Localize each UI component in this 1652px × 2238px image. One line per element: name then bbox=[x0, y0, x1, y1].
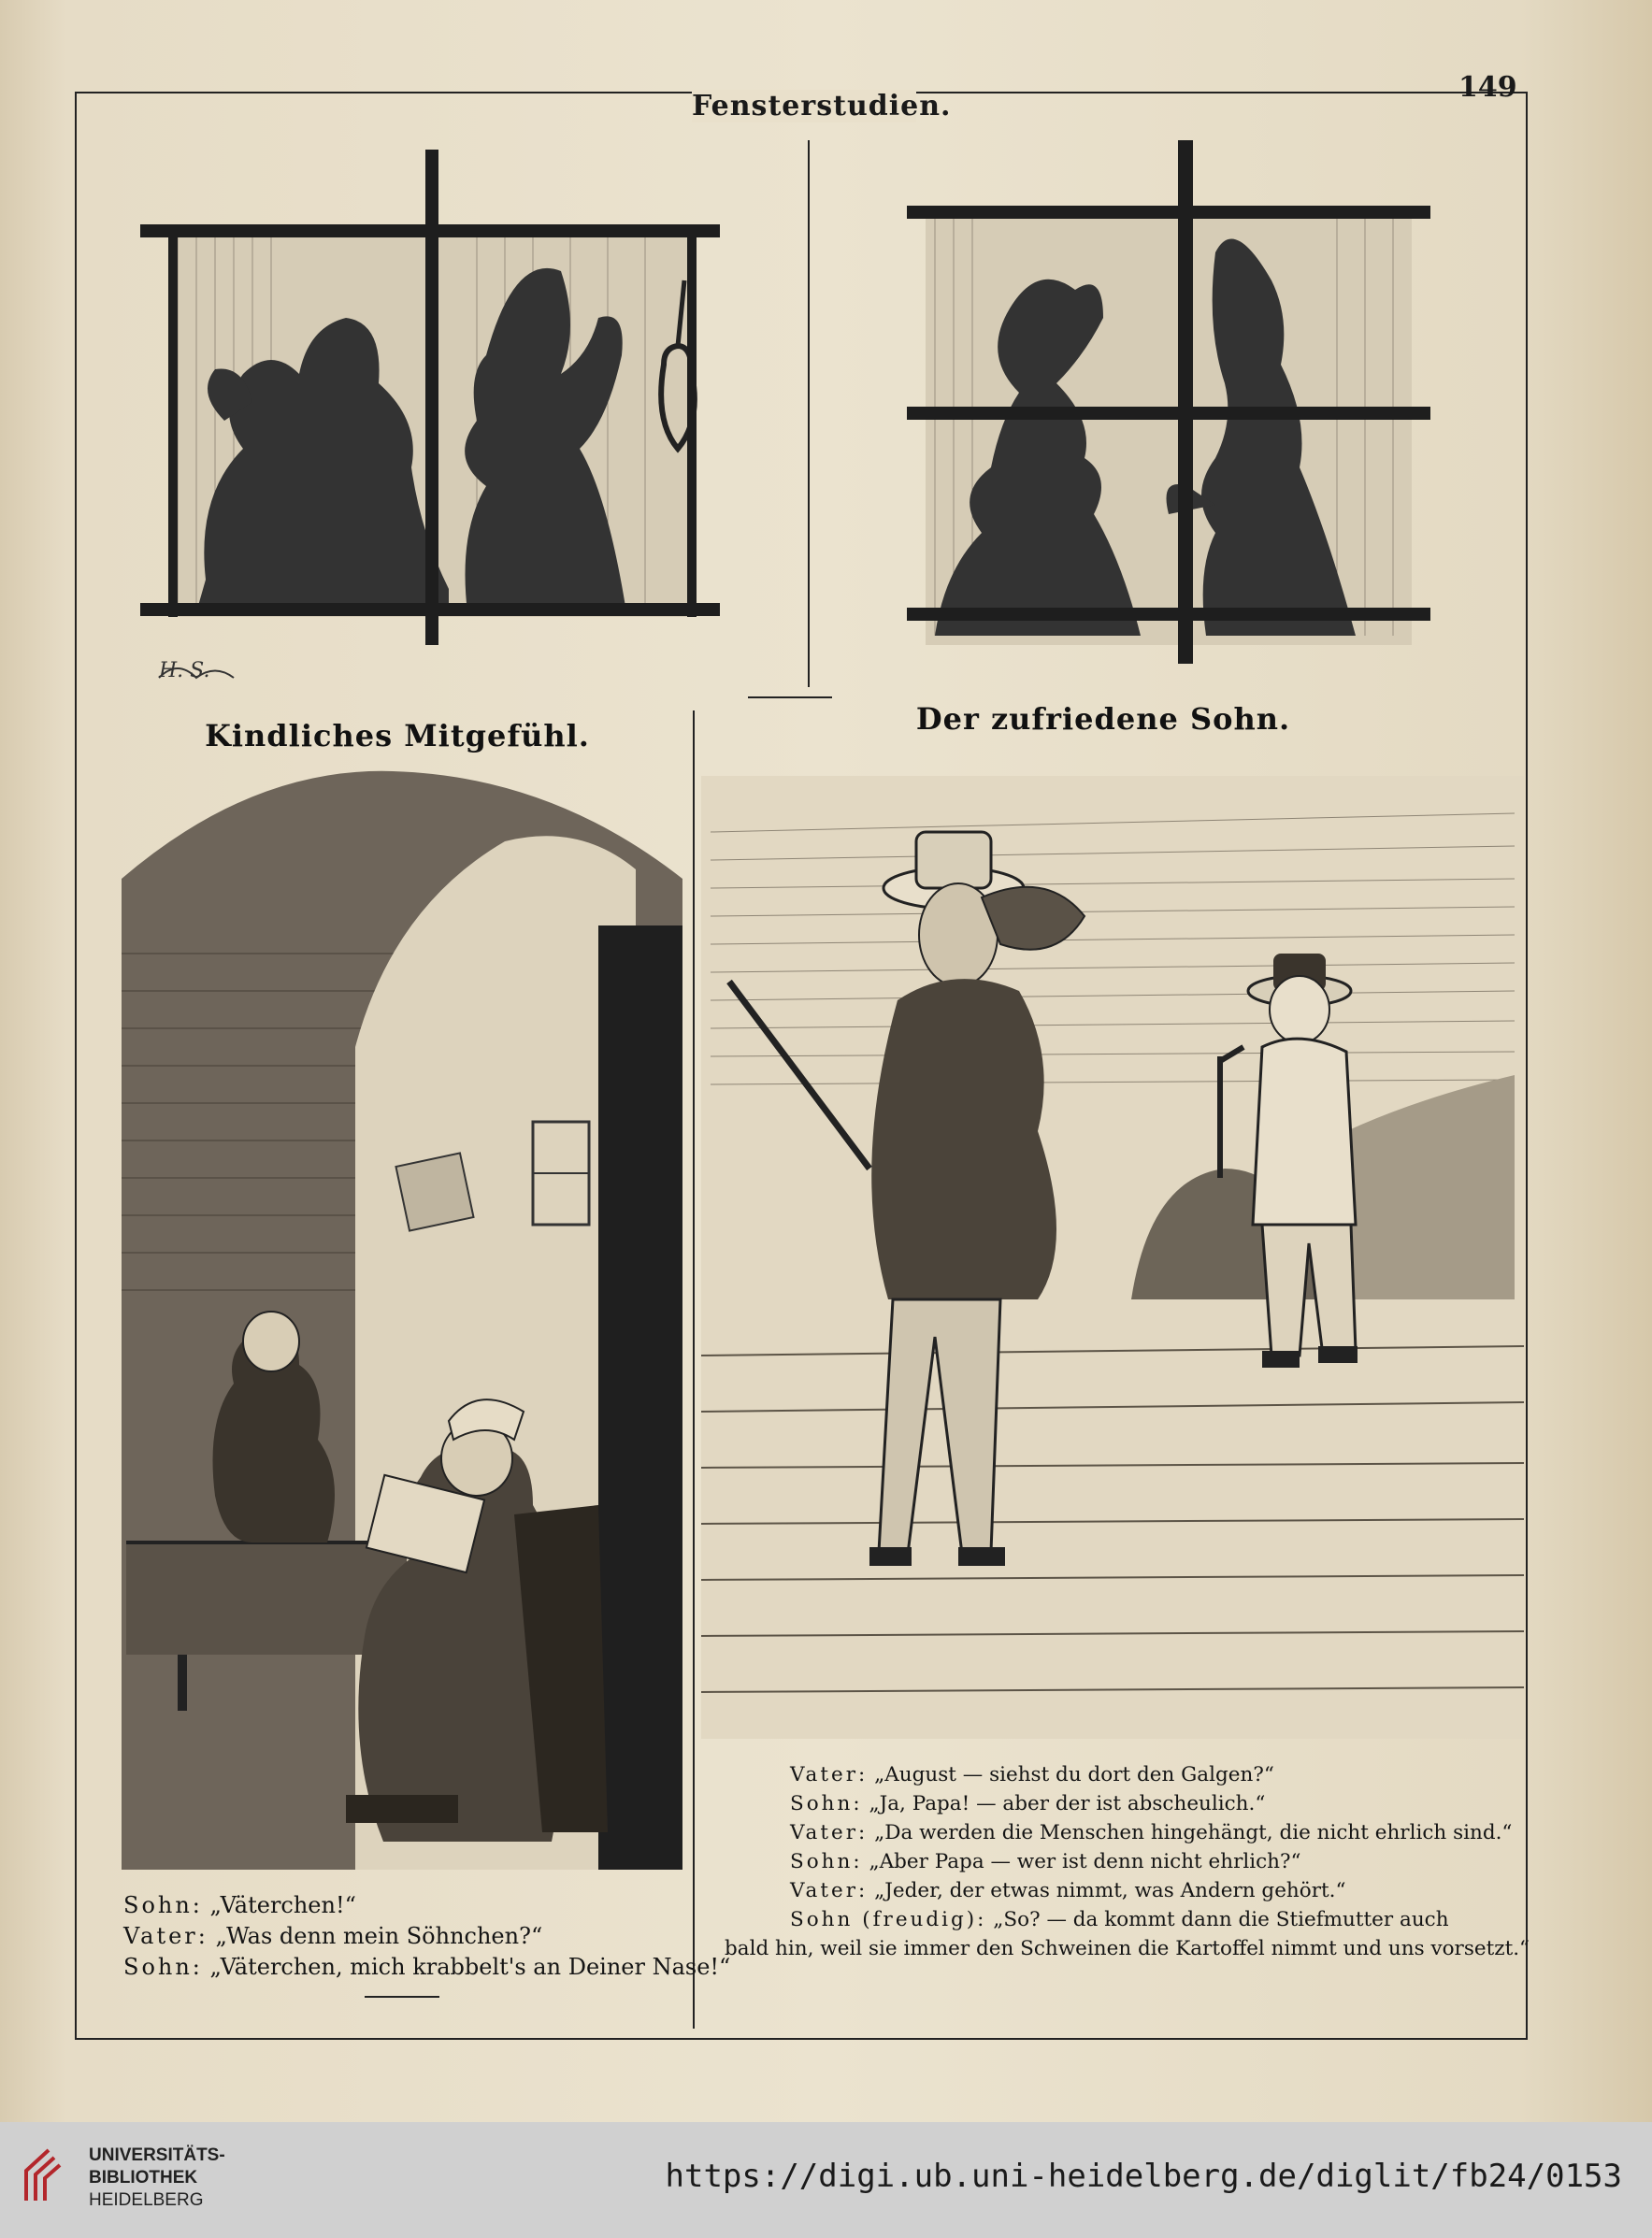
speaker: Sohn: bbox=[790, 1850, 863, 1873]
speech: „Was denn mein Söhnchen?“ bbox=[215, 1923, 543, 1949]
speaker: Vater: bbox=[790, 1821, 869, 1844]
window-silhouette-illustration-right bbox=[907, 140, 1430, 664]
speech: „Väterchen, mich krabbelt's an Deiner Nase!“ bbox=[209, 1954, 731, 1980]
speech: bald hin, weil sie immer den Schweinen die Kartoffel nimmt und uns vorsetzt.“ bbox=[725, 1937, 1530, 1960]
speaker: Vater: bbox=[790, 1879, 869, 1902]
signature-text: H. S. bbox=[159, 659, 210, 682]
dialogue-line bbox=[123, 1952, 731, 1983]
speech: „August — siehst du dort den Galgen?“ bbox=[874, 1763, 1274, 1786]
reverse-side-bleedthrough bbox=[1533, 804, 1540, 833]
father-and-son-gallows-illustration bbox=[701, 776, 1524, 1739]
logo-line-2: BIBLIOTHEK bbox=[89, 2168, 198, 2188]
page-title: Fensterstudien. bbox=[692, 90, 952, 122]
dialogue-left bbox=[123, 1890, 731, 1983]
logo-line-1: UNIVERSITÄTS- bbox=[89, 2145, 225, 2165]
dialogue-line bbox=[725, 1818, 1519, 1847]
dialogue-line bbox=[725, 1760, 1519, 1789]
page-number: 149 bbox=[1458, 71, 1517, 104]
dialogue-line bbox=[725, 1847, 1519, 1876]
logo-line-3: HEIDELBERG bbox=[89, 2190, 204, 2210]
top-vertical-divider bbox=[808, 140, 810, 687]
caption-kindliches-mitgefuehl: Kindliches Mitgefühl. bbox=[205, 718, 590, 753]
dialogue-line bbox=[725, 1905, 1519, 1934]
speaker: Sohn: bbox=[123, 1892, 203, 1918]
speech: „Da werden die Menschen hingehängt, die nicht ehrlich sind.“ bbox=[874, 1821, 1513, 1844]
speaker: Sohn: bbox=[123, 1954, 203, 1980]
speaker: Vater: bbox=[790, 1763, 869, 1786]
speaker: Sohn: bbox=[790, 1792, 863, 1815]
dialogue-right bbox=[725, 1760, 1530, 1963]
speaker: Vater: bbox=[123, 1923, 208, 1949]
speaker: Sohn (freudig): bbox=[790, 1908, 987, 1931]
middle-vertical-divider bbox=[693, 710, 695, 2029]
speech: „Ja, Papa! — aber der ist abscheulich.“ bbox=[869, 1792, 1266, 1815]
speech: „Jeder, der etwas nimmt, was Andern gehört.“ bbox=[874, 1879, 1346, 1902]
father-and-son-interior-illustration bbox=[112, 767, 682, 1870]
dialogue-line bbox=[123, 1890, 684, 1921]
university-library-logo[interactable] bbox=[89, 2145, 225, 2212]
speech: „Väterchen!“ bbox=[209, 1892, 356, 1918]
speech: „So? — da kommt dann die Stiefmutter auch bbox=[993, 1908, 1449, 1931]
dialogue-line bbox=[725, 1876, 1519, 1905]
speech: „Aber Papa — wer ist denn nicht ehrlich?“ bbox=[869, 1850, 1301, 1873]
caption-der-zufriedene-sohn: Der zufriedene Sohn. bbox=[915, 701, 1291, 737]
viewer-footer bbox=[0, 2122, 1652, 2238]
dialogue-line bbox=[123, 1921, 684, 1952]
permalink-url[interactable]: https://digi.ub.uni-heidelberg.de/diglit/fb24/0153 bbox=[665, 2158, 1622, 2195]
university-library-logo-icon[interactable] bbox=[21, 2143, 80, 2212]
bottom-short-rule bbox=[365, 1996, 439, 1998]
dialogue-line bbox=[725, 1934, 1530, 1963]
artist-signature bbox=[159, 659, 209, 682]
short-rule bbox=[748, 696, 832, 698]
dialogue-line bbox=[725, 1789, 1519, 1818]
window-silhouette-illustration-left bbox=[140, 140, 720, 692]
